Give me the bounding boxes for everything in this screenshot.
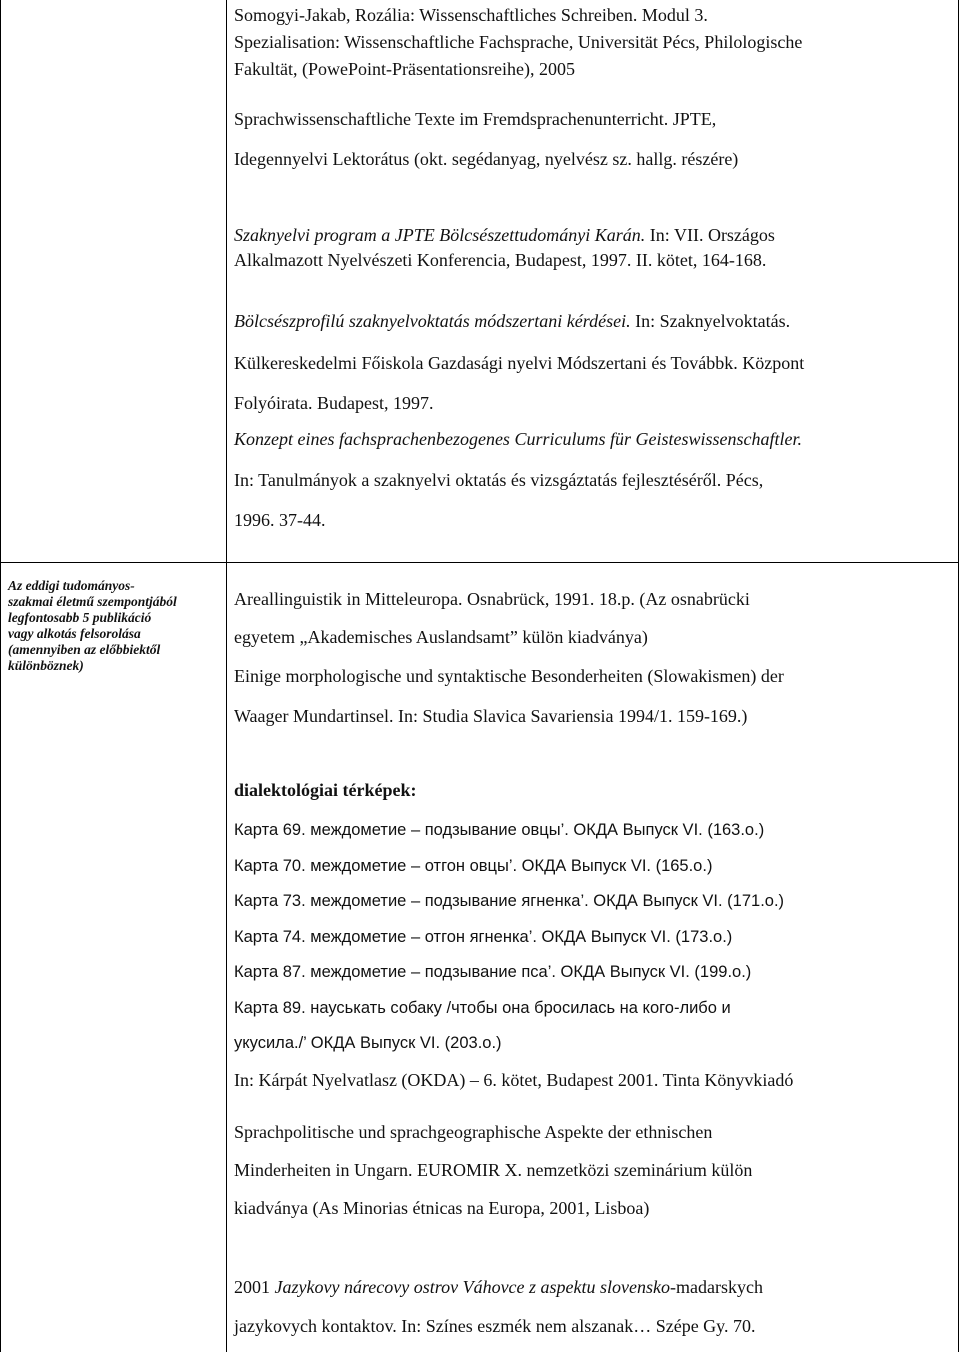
entry4-line3: Folyóirata. Budapest, 1997. (234, 393, 434, 413)
pub4-line2: Minderheiten in Ungarn. EUROMIR X. nemzetközi szeminárium külön (234, 1160, 753, 1180)
entry2-line2: Idegennyelvi Lektorátus (okt. segédanyag, nyelvész sz. hallg. részére) (234, 149, 739, 169)
entry3-line1 (234, 224, 950, 246)
label-line-4: vagy alkotás felsorolása (8, 626, 141, 641)
map-entry: Карта 87. междометие – подзывание пса’. ОКДА Выпуск VI. (199.о.) (234, 963, 752, 981)
pub5-title: Jazykovy nárecovy ostrov Váhovce z aspektu slovensko (274, 1277, 671, 1297)
pub5-line1 (234, 1276, 950, 1298)
entry1-line2: Spezialisation: Wissenschaftliche Fachsprache, Universität Pécs, Philologische (234, 32, 803, 52)
maps-source: In: Kárpát Nyelvatlasz (OKDA) – 6. kötet, Budapest 2001. Tinta Könyvkiadó (234, 1070, 794, 1090)
label-line-1: Az eddigi tudományos- (8, 578, 135, 593)
entry5-line2: In: Tanulmányok a szaknyelvi oktatás és vizsgáztatás fejlesztéséről. Pécs, (234, 470, 764, 490)
map-entry: Карта 70. междометие – отгон овцы’. ОКДА Выпуск VI. (165.о.) (234, 857, 713, 875)
table-row-divider (0, 562, 959, 563)
label-line-5: (amennyiben az előbbiektől (8, 642, 161, 657)
label-line-2: szakmai életmű szempontjából (8, 594, 177, 609)
map-entry: Карта 74. междометие – отгон ягненка’. ОКДА Выпуск VI. (173.о.) (234, 928, 733, 946)
pub2-line1: Einige morphologische und syntaktische Besonderheiten (Slowakismen) der (234, 666, 784, 686)
entry4-line2: Külkereskedelmi Főiskola Gazdasági nyelvi Módszertani és Továbbk. Központ (234, 353, 805, 373)
map-entry: Карта 69. междометие – подзывание овцы’. ОКДА Выпуск VI. (163.о.) (234, 821, 765, 839)
pub4-line3: kiadványa (As Minorias étnicas na Europa, 2001, Lisboa) (234, 1198, 650, 1218)
entry2-line1: Sprachwissenschaftliche Texte im Fremdsprachenunterricht. JPTE, (234, 109, 717, 129)
map-entry: Карта 73. междометие – подзывание ягненка’. ОКДА Выпуск VI. (171.о.) (234, 892, 785, 910)
pub1-line2: egyetem „Akademisches Auslandsamt” külön kiadványa) (234, 627, 648, 647)
entry5-title-text: Konzept eines fachsprachenbezogenes Curriculums für Geisteswissenschaftler. (234, 429, 802, 449)
entry4-line1 (234, 310, 950, 332)
entry4-line1-rest: In: Szaknyelvoktatás. (630, 311, 791, 331)
pub4-line1: Sprachpolitische und sprachgeographische Aspekte der ethnischen (234, 1122, 713, 1142)
table-right-border (958, 0, 959, 1352)
pub2-line2: Waager Mundartinsel. In: Studia Slavica Savariensia 1994/1. 159-169.) (234, 706, 748, 726)
table-left-border (0, 0, 1, 1352)
label-line-3: legfontosabb 5 publikáció (8, 610, 152, 625)
entry1-line3: Fakultät, (PowePoint-Präsentationsreihe), 2005 (234, 59, 575, 79)
entry4-title: Bölcsészprofilú szaknyelvoktatás módszertani kérdései. (234, 311, 631, 331)
entry3-line2: Alkalmazott Nyelvészeti Konferencia, Budapest, 1997. II. kötet, 164-168. (234, 250, 767, 270)
pub5-line2: jazykovych kontaktov. In: Színes eszmék nem alszanak… Szépe Gy. 70. (234, 1316, 756, 1336)
pub1-line1: Areallinguistik in Mitteleuropa. Osnabrück, 1991. 18.p. (Az osnabrücki (234, 589, 750, 609)
map89-line2: укусила./’ ОКДА Выпуск VI. (203.о.) (234, 1034, 502, 1052)
pub5-year: 2001 (234, 1277, 275, 1297)
entry5-title (234, 428, 950, 450)
table-column-divider (226, 0, 227, 1352)
pub5-line1-rest: -madarskych (670, 1277, 763, 1297)
entry5-line3: 1996. 37-44. (234, 510, 326, 530)
maps-heading: dialektológiai térképek: (234, 780, 417, 800)
map89-line1: Карта 89. науськать собаку /чтобы она бросилась на кого-либо и (234, 999, 731, 1017)
entry3-line1-rest: In: VII. Országos (645, 225, 775, 245)
entry1-line1: Somogyi-Jakab, Rozália: Wissenschaftliches Schreiben. Modul 3. (234, 5, 708, 25)
label-line-6: különböznek) (8, 658, 84, 673)
entry3-title: Szaknyelvi program a JPTE Bölcsészettudományi Karán. (234, 225, 646, 245)
